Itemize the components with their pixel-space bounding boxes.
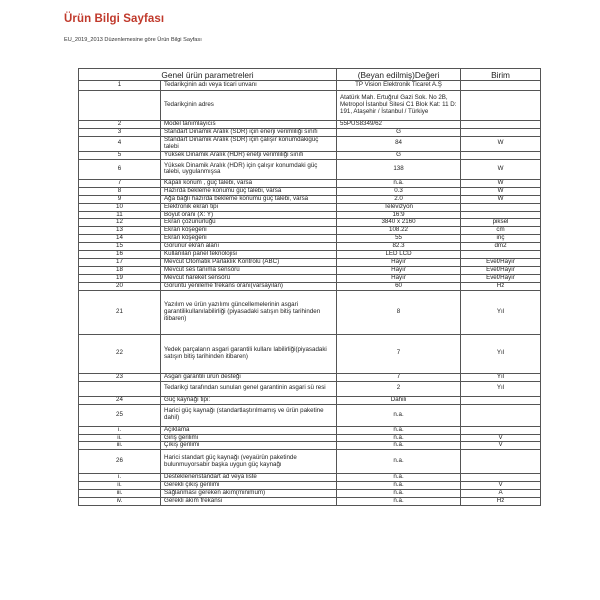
row-parameter: Kapalı konum , güç talebi, varsa — [161, 179, 337, 187]
table-header-row — [79, 69, 541, 81]
row-parameter: Gerekli çıkış gerilimi — [161, 482, 337, 490]
table-row — [79, 373, 541, 381]
row-number: 24 — [79, 396, 161, 404]
row-number: 8 — [79, 187, 161, 195]
table-row — [79, 179, 541, 187]
row-value: n.a. — [337, 450, 461, 474]
row-value: 7 — [337, 373, 461, 381]
row-value: n.a. — [337, 490, 461, 498]
row-unit: W — [461, 187, 541, 195]
table-row — [79, 219, 541, 227]
row-number: 19 — [79, 274, 161, 282]
table-row — [79, 442, 541, 450]
row-value: Hayır — [337, 274, 461, 282]
row-value: G — [337, 151, 461, 159]
row-parameter: Standart Dinamik Aralık (SDR) için çalışır konumdakigüç talebi — [161, 136, 337, 151]
row-parameter: Mevcut ses tanıma sensörü — [161, 266, 337, 274]
row-number: iv. — [79, 498, 161, 506]
row-unit — [461, 91, 541, 121]
table-row — [79, 482, 541, 490]
row-parameter: Model tanımlayıcıs — [161, 121, 337, 129]
row-unit: V — [461, 482, 541, 490]
row-number: 11 — [79, 211, 161, 219]
row-unit: Yıl — [461, 381, 541, 396]
row-unit: W — [461, 179, 541, 187]
row-unit: Evet/Hayır — [461, 274, 541, 282]
row-value: n.a. — [337, 474, 461, 482]
row-unit — [461, 450, 541, 474]
row-parameter: Tedarikçinin adres — [161, 91, 337, 121]
row-value: TP Vision Elektronik Ticaret A.Ş — [337, 81, 461, 91]
product-info-table — [78, 68, 541, 506]
row-unit: A — [461, 490, 541, 498]
row-value: Televizyon — [337, 203, 461, 211]
row-number: 6 — [79, 159, 161, 179]
table-row — [79, 203, 541, 211]
row-number: i. — [79, 474, 161, 482]
row-value: Hayır — [337, 266, 461, 274]
table-row — [79, 258, 541, 266]
row-value: Hayır — [337, 258, 461, 266]
row-parameter: Yazılım ve ürün yazılımı güncellemelerinin asgari garantilikullanılabilirliği (piyasadaki satışın bitiş tarihinden itibaren) — [161, 290, 337, 334]
table-row — [79, 251, 541, 259]
row-parameter: Kullanılan panel teknolojisi — [161, 251, 337, 259]
row-value: 82.3 — [337, 243, 461, 251]
row-unit: piksel — [461, 219, 541, 227]
row-parameter: Mevcut Otomatik Parlaklık Kontrolü (ABC) — [161, 258, 337, 266]
table-row — [79, 290, 541, 334]
row-value: n.a. — [337, 179, 461, 187]
row-parameter: Harici standart güç kaynağı (veyaürün paketinde bulunmuyorsabir başka uygun güç kaynağı — [161, 450, 337, 474]
table-row — [79, 211, 541, 219]
row-value: 2 — [337, 381, 461, 396]
row-unit — [461, 251, 541, 259]
row-parameter: Ağa bağlı hazırda bekleme konumu güç talebi, varsa — [161, 195, 337, 203]
row-number: 21 — [79, 290, 161, 334]
row-number — [79, 91, 161, 121]
row-number: ii. — [79, 482, 161, 490]
table-row — [79, 195, 541, 203]
row-number: iii. — [79, 490, 161, 498]
header-value: (Beyan edilmiş)Değeri — [337, 69, 461, 81]
table-row — [79, 274, 541, 282]
row-number: 26 — [79, 450, 161, 474]
row-parameter: Boyut oranı (X: Y) — [161, 211, 337, 219]
row-value: G — [337, 128, 461, 136]
row-parameter: Gerekli akım frekansı — [161, 498, 337, 506]
row-parameter: Sağlanması gereken akım(minimum) — [161, 490, 337, 498]
row-unit: Hz — [461, 282, 541, 290]
header-unit: Birim — [461, 69, 541, 81]
row-parameter: Güç kaynağı tipi: — [161, 396, 337, 404]
row-number: 23 — [79, 373, 161, 381]
row-value: 3840 x 2160 — [337, 219, 461, 227]
row-value: n.a. — [337, 482, 461, 490]
row-parameter: Tedarikçi tarafından sunulan genel garantinin asgari sü resi — [161, 381, 337, 396]
row-unit: Evet/Hayır — [461, 266, 541, 274]
table-row — [79, 121, 541, 129]
row-unit: W — [461, 136, 541, 151]
table-row — [79, 490, 541, 498]
row-parameter: Tedarikçinin adı veya ticari unvanı — [161, 81, 337, 91]
row-parameter: Yüksek Dinamik Aralık (HDR) enetji verimliliği sınıfı — [161, 151, 337, 159]
table-row — [79, 187, 541, 195]
row-value: Atatürk Mah. Ertuğrul Gazi Sok. No 2B, Metropol İstanbul Sitesi C1 Blok Kat: 11 D: 191, Ataşehir / İstanbul / Türkiye — [337, 91, 461, 121]
row-number: 4 — [79, 136, 161, 151]
row-value: 55 — [337, 235, 461, 243]
row-number: 15 — [79, 243, 161, 251]
table-row — [79, 381, 541, 396]
row-parameter: Standart Dinamik Aralık (SDR) için enerji verimliliği sınıfı — [161, 128, 337, 136]
row-number: 22 — [79, 334, 161, 373]
page-title: Ürün Bilgi Sayfası — [64, 13, 165, 25]
row-value: 0.3 — [337, 187, 461, 195]
row-number: 9 — [79, 195, 161, 203]
row-unit — [461, 203, 541, 211]
table-row — [79, 243, 541, 251]
row-parameter: Harici güç kaynağı (standartlaştırılmamış ve ürün paketine dahil) — [161, 404, 337, 426]
row-unit: V — [461, 442, 541, 450]
row-parameter: Görüntü yenileme frekans oranı(varsayılan) — [161, 282, 337, 290]
row-number: 20 — [79, 282, 161, 290]
table-row — [79, 81, 541, 91]
row-unit: W — [461, 159, 541, 179]
row-number: 3 — [79, 128, 161, 136]
row-number: 14 — [79, 235, 161, 243]
table-row — [79, 151, 541, 159]
row-value: 2.0 — [337, 195, 461, 203]
row-value: 84 — [337, 136, 461, 151]
row-number: ii. — [79, 434, 161, 442]
table-row — [79, 426, 541, 434]
table-body — [79, 81, 541, 506]
row-value: n.a. — [337, 434, 461, 442]
row-value: n.a. — [337, 498, 461, 506]
table-row — [79, 128, 541, 136]
row-parameter: Ekran köşegeni — [161, 235, 337, 243]
row-parameter: Desteklenenstandart ad veya liste — [161, 474, 337, 482]
row-parameter: Yedek parçaların asgari garantili kullanı labilirliği(piyasadaki satışın bitiş tarihinden itibaren) — [161, 334, 337, 373]
table-row — [79, 266, 541, 274]
row-parameter: Ekran çözünürlüğü — [161, 219, 337, 227]
row-value: Dahili — [337, 396, 461, 404]
row-unit — [461, 404, 541, 426]
row-value: n.a. — [337, 426, 461, 434]
row-unit — [461, 151, 541, 159]
row-unit — [461, 81, 541, 91]
header-parameters: Genel ürün parametreleri — [79, 69, 337, 81]
table-row — [79, 450, 541, 474]
row-unit: Yıl — [461, 373, 541, 381]
row-number: 7 — [79, 179, 161, 187]
row-value: 7 — [337, 334, 461, 373]
row-number: 2 — [79, 121, 161, 129]
row-unit: inç — [461, 235, 541, 243]
table-row — [79, 334, 541, 373]
page-subtitle: EU_2019_2013 Düzenlemesine göre Ürün Bilgi Sayfası — [64, 37, 202, 43]
row-parameter: Çıkış gerilimi — [161, 442, 337, 450]
row-unit — [461, 474, 541, 482]
row-parameter: Görünür ekran alanı — [161, 243, 337, 251]
table-row — [79, 91, 541, 121]
row-unit — [461, 128, 541, 136]
row-parameter: Hazırda bekleme konumu güç talebi, varsa — [161, 187, 337, 195]
row-number: iii. — [79, 442, 161, 450]
row-value: 108.22 — [337, 227, 461, 235]
table-row — [79, 498, 541, 506]
row-parameter: Açıklama — [161, 426, 337, 434]
row-unit: Evet/Hayır — [461, 258, 541, 266]
row-number: 17 — [79, 258, 161, 266]
row-parameter: Yüksek Dinamik Aralık (HDR) için çalışır konumdaki güç talebi, uygulanmışsa — [161, 159, 337, 179]
row-unit: Yıl — [461, 334, 541, 373]
row-value: 60 — [337, 282, 461, 290]
table-row — [79, 227, 541, 235]
row-value: n.a. — [337, 404, 461, 426]
row-value: 8 — [337, 290, 461, 334]
row-unit — [461, 426, 541, 434]
row-unit — [461, 211, 541, 219]
row-value: 55PUS8349/62 — [337, 121, 461, 129]
row-parameter: Mevcut hareket sensörü — [161, 274, 337, 282]
row-parameter: Elektronik ekran tipi — [161, 203, 337, 211]
row-value: 16:9 — [337, 211, 461, 219]
table-row — [79, 159, 541, 179]
row-unit: cm — [461, 227, 541, 235]
row-number: 18 — [79, 266, 161, 274]
table-row — [79, 396, 541, 404]
row-number: 10 — [79, 203, 161, 211]
table-row — [79, 474, 541, 482]
row-value: n.a. — [337, 442, 461, 450]
row-unit: Yıl — [461, 290, 541, 334]
row-value: LED LCD — [337, 251, 461, 259]
row-unit: W — [461, 195, 541, 203]
row-value: 138 — [337, 159, 461, 179]
row-number: 1 — [79, 81, 161, 91]
row-number — [79, 381, 161, 396]
row-unit — [461, 396, 541, 404]
row-parameter: Asgari garantili ürün desteği — [161, 373, 337, 381]
table-row — [79, 404, 541, 426]
row-unit — [461, 121, 541, 129]
row-number: 16 — [79, 251, 161, 259]
row-unit: dm2 — [461, 243, 541, 251]
table-row — [79, 282, 541, 290]
table-row — [79, 434, 541, 442]
row-unit: V — [461, 434, 541, 442]
row-unit: Hz — [461, 498, 541, 506]
row-number: i. — [79, 426, 161, 434]
row-parameter: Giriş gerilimi — [161, 434, 337, 442]
table-row — [79, 136, 541, 151]
row-number: 25 — [79, 404, 161, 426]
row-parameter: Ekran köşegeni — [161, 227, 337, 235]
row-number: 5 — [79, 151, 161, 159]
row-number: 13 — [79, 227, 161, 235]
table-row — [79, 235, 541, 243]
row-number: 12 — [79, 219, 161, 227]
